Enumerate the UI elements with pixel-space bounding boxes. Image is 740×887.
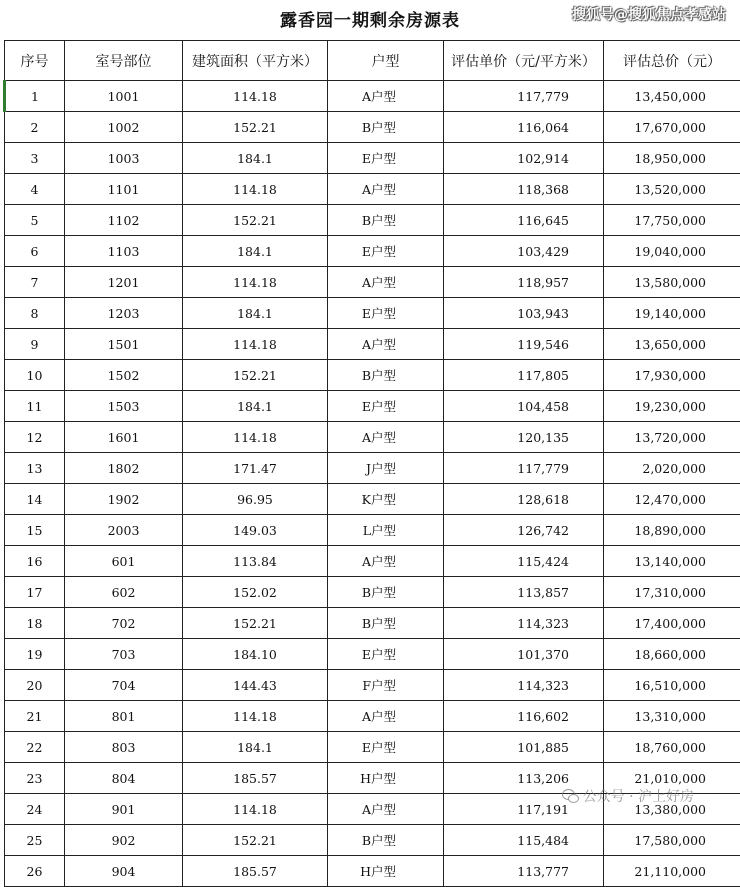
col-header-index[interactable]: 序号 (5, 41, 65, 81)
cell-total[interactable]: 19,140,000 (604, 298, 740, 329)
cell-area[interactable]: 185.57 (183, 856, 328, 887)
cell-index[interactable]: 5 (5, 205, 65, 236)
cell-index[interactable]: 14 (5, 484, 65, 515)
wechat-icon (562, 789, 579, 803)
cell-index[interactable]: 19 (5, 639, 65, 670)
cell-total[interactable]: 12,470,000 (604, 484, 740, 515)
cell-type[interactable]: B户型 (328, 360, 444, 391)
cell-unit-price[interactable]: 118,957 (444, 267, 604, 298)
cell-type[interactable]: H户型 (328, 856, 444, 887)
cell-area[interactable]: 113.84 (183, 546, 328, 577)
cell-type[interactable]: J户型 (328, 453, 444, 484)
cell-total[interactable]: 21,010,000 (604, 763, 740, 794)
cell-type[interactable]: H户型 (328, 763, 444, 794)
cell-room[interactable]: 1802 (65, 453, 183, 484)
cell-area[interactable]: 114.18 (183, 174, 328, 205)
cell-room[interactable]: 1002 (65, 112, 183, 143)
cell-area[interactable]: 152.21 (183, 360, 328, 391)
cell-area[interactable]: 152.21 (183, 825, 328, 856)
cell-index[interactable]: 11 (5, 391, 65, 422)
col-header-unit-price[interactable]: 评估单价（元/平方米） (444, 41, 604, 81)
cell-unit-price[interactable]: 101,370 (444, 639, 604, 670)
cell-unit-price[interactable]: 116,064 (444, 112, 604, 143)
cell-unit-price[interactable]: 120,135 (444, 422, 604, 453)
cell-type[interactable]: A户型 (328, 794, 444, 825)
cell-index[interactable]: 25 (5, 825, 65, 856)
table-row (5, 856, 740, 887)
cell-room[interactable]: 601 (65, 546, 183, 577)
cell-area[interactable]: 114.18 (183, 794, 328, 825)
cell-type[interactable]: B户型 (328, 577, 444, 608)
housing-table (3, 40, 740, 887)
cell-type[interactable]: E户型 (328, 143, 444, 174)
cell-area[interactable]: 185.57 (183, 763, 328, 794)
cell-type[interactable]: E户型 (328, 732, 444, 763)
cell-room[interactable]: 1101 (65, 174, 183, 205)
cell-type[interactable]: A户型 (328, 267, 444, 298)
cell-index[interactable]: 18 (5, 608, 65, 639)
cell-room[interactable]: 702 (65, 608, 183, 639)
cell-unit-price[interactable]: 117,191 (444, 794, 604, 825)
cell-unit-price[interactable]: 119,546 (444, 329, 604, 360)
table-row (5, 298, 740, 329)
cell-area[interactable]: 171.47 (183, 453, 328, 484)
cell-area[interactable]: 152.21 (183, 608, 328, 639)
cell-type[interactable]: B户型 (328, 205, 444, 236)
cell-area[interactable]: 144.43 (183, 670, 328, 701)
watermark-bottom (562, 786, 694, 806)
cell-unit-price[interactable]: 113,857 (444, 577, 604, 608)
watermark-top: 搜狐号@搜狐焦点孝感站 (572, 4, 726, 24)
table-row (5, 112, 740, 143)
cell-room[interactable]: 2003 (65, 515, 183, 546)
cell-area[interactable]: 184.10 (183, 639, 328, 670)
cell-type[interactable]: A户型 (328, 422, 444, 453)
table-row (5, 422, 740, 453)
cell-index[interactable]: 2 (5, 112, 65, 143)
cell-area[interactable]: 114.18 (183, 267, 328, 298)
cell-type[interactable]: L户型 (328, 515, 444, 546)
cell-index[interactable]: 13 (5, 453, 65, 484)
cell-area[interactable]: 184.1 (183, 143, 328, 174)
cell-type[interactable]: E户型 (328, 391, 444, 422)
cell-room[interactable]: 1501 (65, 329, 183, 360)
cell-room[interactable]: 1003 (65, 143, 183, 174)
cell-total[interactable]: 17,310,000 (604, 577, 740, 608)
cell-total[interactable]: 17,580,000 (604, 825, 740, 856)
cell-type[interactable]: B户型 (328, 608, 444, 639)
table-row (5, 81, 740, 112)
cell-type[interactable]: E户型 (328, 236, 444, 267)
cell-index[interactable]: 16 (5, 546, 65, 577)
cell-total[interactable]: 18,950,000 (604, 143, 740, 174)
cell-unit-price[interactable]: 113,206 (444, 763, 604, 794)
cell-total[interactable]: 19,230,000 (604, 391, 740, 422)
cell-area[interactable]: 184.1 (183, 298, 328, 329)
cell-type[interactable]: B户型 (328, 112, 444, 143)
cell-total[interactable]: 16,510,000 (604, 670, 740, 701)
cell-unit-price[interactable]: 116,645 (444, 205, 604, 236)
table-row (5, 825, 740, 856)
cell-type[interactable]: F户型 (328, 670, 444, 701)
cell-total[interactable]: 17,930,000 (604, 360, 740, 391)
cell-index[interactable]: 9 (5, 329, 65, 360)
col-header-type[interactable]: 户型 (328, 41, 444, 81)
cell-total[interactable]: 13,140,000 (604, 546, 740, 577)
cell-total[interactable]: 17,750,000 (604, 205, 740, 236)
table-row (5, 546, 740, 577)
cell-area[interactable]: 152.02 (183, 577, 328, 608)
cell-room[interactable]: 804 (65, 763, 183, 794)
cell-index[interactable]: 20 (5, 670, 65, 701)
cell-room[interactable]: 602 (65, 577, 183, 608)
col-header-room[interactable]: 室号部位 (65, 41, 183, 81)
cell-area[interactable]: 184.1 (183, 391, 328, 422)
cell-index[interactable]: 22 (5, 732, 65, 763)
cell-type[interactable]: A户型 (328, 546, 444, 577)
cell-total[interactable]: 13,580,000 (604, 267, 740, 298)
cell-room[interactable]: 703 (65, 639, 183, 670)
cell-total[interactable]: 18,760,000 (604, 732, 740, 763)
cell-total[interactable]: 18,890,000 (604, 515, 740, 546)
cell-room[interactable]: 904 (65, 856, 183, 887)
cell-area[interactable]: 152.21 (183, 112, 328, 143)
cell-room[interactable]: 801 (65, 701, 183, 732)
cell-room[interactable]: 1203 (65, 298, 183, 329)
page-title: 露香园一期剩余房源表 (0, 6, 740, 31)
cell-total[interactable]: 18,660,000 (604, 639, 740, 670)
cell-total[interactable]: 17,670,000 (604, 112, 740, 143)
table-row (5, 732, 740, 763)
cell-unit-price[interactable]: 128,618 (444, 484, 604, 515)
cell-index[interactable]: 15 (5, 515, 65, 546)
cell-unit-price[interactable]: 103,429 (444, 236, 604, 267)
cell-room[interactable]: 1902 (65, 484, 183, 515)
cell-unit-price[interactable]: 113,777 (444, 856, 604, 887)
cell-total[interactable]: 13,380,000 (604, 794, 740, 825)
cell-type[interactable]: K户型 (328, 484, 444, 515)
cell-type[interactable]: A户型 (328, 81, 444, 112)
table-row (5, 670, 740, 701)
cell-total[interactable]: 13,520,000 (604, 174, 740, 205)
cell-unit-price[interactable]: 114,323 (444, 670, 604, 701)
table-body (5, 81, 740, 887)
cell-total[interactable]: 2,020,000 (604, 453, 740, 484)
table-row (5, 360, 740, 391)
cell-unit-price[interactable]: 102,914 (444, 143, 604, 174)
cell-room[interactable]: 1201 (65, 267, 183, 298)
cell-index[interactable]: 26 (5, 856, 65, 887)
cell-area[interactable]: 149.03 (183, 515, 328, 546)
table-row (5, 453, 740, 484)
cell-index[interactable]: 12 (5, 422, 65, 453)
table-row (5, 577, 740, 608)
table-row (5, 484, 740, 515)
header-row (5, 41, 740, 81)
cell-index[interactable]: 17 (5, 577, 65, 608)
table-row (5, 329, 740, 360)
cell-type[interactable]: A户型 (328, 174, 444, 205)
cell-unit-price[interactable]: 101,885 (444, 732, 604, 763)
cell-index[interactable]: 7 (5, 267, 65, 298)
cell-total[interactable]: 19,040,000 (604, 236, 740, 267)
cell-area[interactable]: 96.95 (183, 484, 328, 515)
cell-total[interactable]: 13,450,000 (604, 81, 740, 112)
cell-type[interactable]: A户型 (328, 329, 444, 360)
watermark-bottom-text: 公众号 · 沪上好房 (583, 786, 694, 806)
table-row (5, 143, 740, 174)
cell-total[interactable]: 21,110,000 (604, 856, 740, 887)
cell-room[interactable]: 901 (65, 794, 183, 825)
cell-unit-price[interactable]: 117,779 (444, 81, 604, 112)
cell-room[interactable]: 1502 (65, 360, 183, 391)
cell-area[interactable]: 114.18 (183, 701, 328, 732)
cell-index[interactable]: 21 (5, 701, 65, 732)
table-row (5, 608, 740, 639)
cell-type[interactable]: E户型 (328, 639, 444, 670)
cell-unit-price[interactable]: 117,779 (444, 453, 604, 484)
cell-unit-price[interactable]: 117,805 (444, 360, 604, 391)
table-row (5, 701, 740, 732)
cell-total[interactable]: 13,310,000 (604, 701, 740, 732)
cell-unit-price[interactable]: 104,458 (444, 391, 604, 422)
cell-unit-price[interactable]: 115,424 (444, 546, 604, 577)
col-header-area[interactable]: 建筑面积（平方米） (183, 41, 328, 81)
cell-area[interactable]: 184.1 (183, 732, 328, 763)
cell-unit-price[interactable]: 118,368 (444, 174, 604, 205)
table-row (5, 391, 740, 422)
cell-area[interactable]: 152.21 (183, 205, 328, 236)
cell-room[interactable]: 1102 (65, 205, 183, 236)
cell-index[interactable]: 23 (5, 763, 65, 794)
cell-room[interactable]: 902 (65, 825, 183, 856)
table-row (5, 205, 740, 236)
cell-index[interactable]: 4 (5, 174, 65, 205)
cell-area[interactable]: 184.1 (183, 236, 328, 267)
cell-index[interactable]: 1 (5, 81, 65, 112)
cell-total[interactable]: 13,720,000 (604, 422, 740, 453)
cell-room[interactable]: 1503 (65, 391, 183, 422)
cell-total[interactable]: 13,650,000 (604, 329, 740, 360)
cell-index[interactable]: 3 (5, 143, 65, 174)
cell-type[interactable]: B户型 (328, 825, 444, 856)
table-row (5, 515, 740, 546)
table-row (5, 639, 740, 670)
table-row (5, 236, 740, 267)
table-row (5, 267, 740, 298)
table-row (5, 174, 740, 205)
cell-room[interactable]: 803 (65, 732, 183, 763)
cell-index[interactable]: 8 (5, 298, 65, 329)
cell-index[interactable]: 24 (5, 794, 65, 825)
cell-total[interactable]: 17,400,000 (604, 608, 740, 639)
cell-room[interactable]: 1103 (65, 236, 183, 267)
cell-type[interactable]: A户型 (328, 701, 444, 732)
cell-room[interactable]: 1601 (65, 422, 183, 453)
cell-unit-price[interactable]: 116,602 (444, 701, 604, 732)
cell-index[interactable]: 6 (5, 236, 65, 267)
cell-room[interactable]: 1001 (65, 81, 183, 112)
cell-index[interactable]: 10 (5, 360, 65, 391)
cell-unit-price[interactable]: 115,484 (444, 825, 604, 856)
cell-unit-price[interactable]: 103,943 (444, 298, 604, 329)
cell-unit-price[interactable]: 126,742 (444, 515, 604, 546)
col-header-total[interactable]: 评估总价（元） (604, 41, 740, 81)
cell-area[interactable]: 114.18 (183, 422, 328, 453)
cell-area[interactable]: 114.18 (183, 329, 328, 360)
cell-area[interactable]: 114.18 (183, 81, 328, 112)
cell-room[interactable]: 704 (65, 670, 183, 701)
cell-unit-price[interactable]: 114,323 (444, 608, 604, 639)
cell-type[interactable]: E户型 (328, 298, 444, 329)
